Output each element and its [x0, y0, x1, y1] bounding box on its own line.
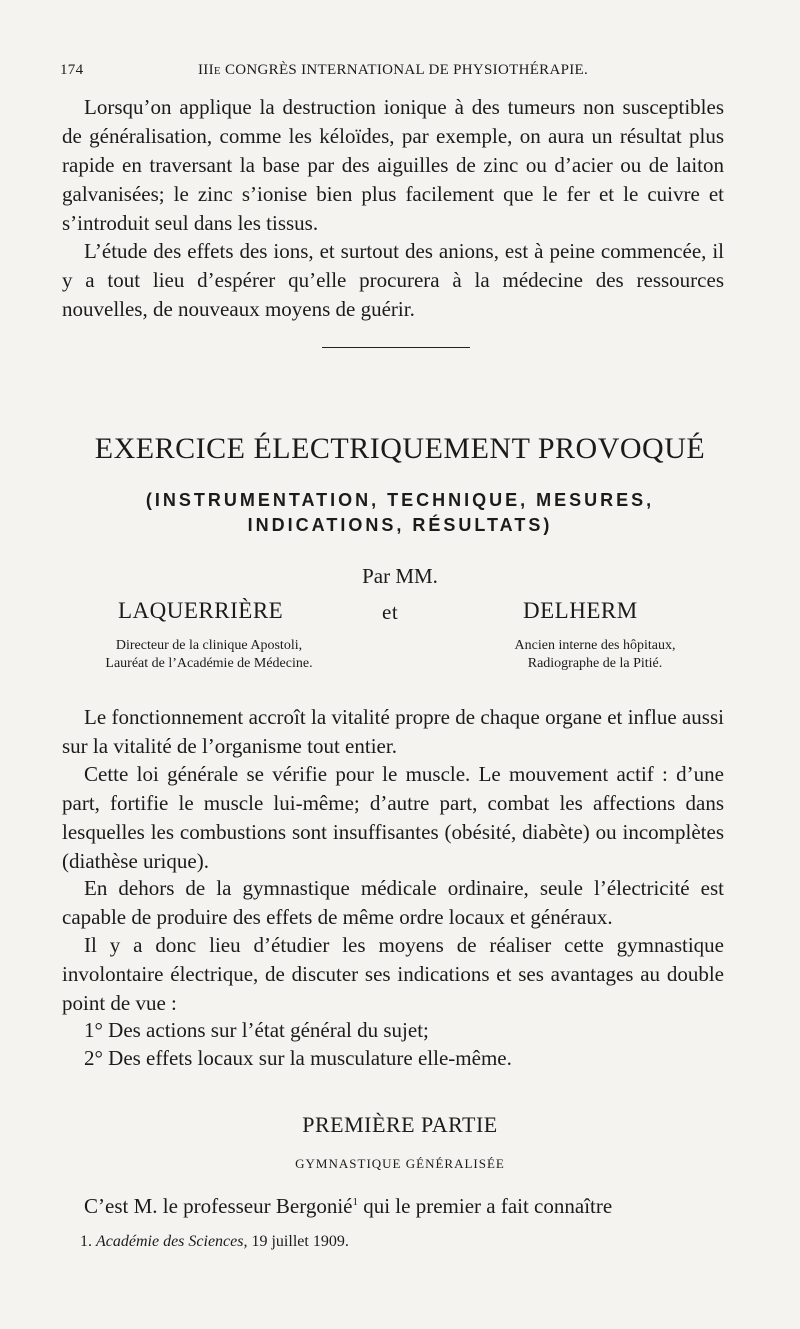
affiliation-2-line-1: Ancien interne des hôpitaux,: [514, 638, 676, 653]
article-subtitle-line-2: INDICATIONS, RÉSULTATS): [247, 515, 553, 535]
section-heading: PREMIÈRE PARTIE: [302, 1112, 498, 1137]
article-subtitle-line-1: (INSTRUMENTATION, TECHNIQUE, MESURES,: [145, 490, 655, 510]
footnote-number: 1.: [80, 1233, 92, 1250]
affiliation-1-line-1: Directeur de la clinique Apostoli,: [115, 638, 303, 653]
intro-paragraph-1: Lorsqu’on applique la destruction ionique à des tumeurs non susceptibles de généralisation, comme les kéloïdes, par exemple, on aura un résultat plus rapide en traversant la base par des aiguilles de zinc ou d’acier ou de laiton galvanisées; le zinc s’ionise bien plus facilement que le fer et le cuivre et s’introduit seul dans les tissus.: [62, 95, 724, 235]
section-text-after-note: qui le premier a fait connaître: [357, 1194, 613, 1218]
footnote: [80, 1233, 349, 1251]
affiliation-2-line-2: Radiographe de la Pitié.: [527, 656, 663, 671]
footnote-reference[interactable]: 1: [352, 1196, 358, 1208]
running-header: [60, 62, 730, 84]
affiliation-1-line-2: Lauréat de l’Académie de Médecine.: [105, 656, 313, 671]
section-subheading: GYMNASTIQUE GÉNÉRALISÉE: [295, 1156, 505, 1171]
body-paragraph-1: Le fonctionnement accroît la vitalité propre de chaque organe et influe aussi sur la vitalité de l’organisme tout entier.: [62, 705, 724, 758]
author-connector: et: [382, 600, 399, 624]
list-item-2: 2° Des effets locaux sur la musculature elle-même.: [84, 1046, 512, 1070]
footnote-date: 19 juillet 1909.: [247, 1233, 349, 1250]
running-title: IIIe CONGRÈS INTERNATIONAL DE PHYSIOTHÉRAPIE.: [198, 62, 589, 78]
body-paragraph-4: Il y a donc lieu d’étudier les moyens de réaliser cette gymnastique involontaire électrique, de discuter ses indications et ses avantages au double point de vue :: [62, 933, 724, 1015]
affiliation-delherm: [470, 637, 720, 673]
list-item-1: 1° Des actions sur l’état général du sujet;: [84, 1018, 429, 1042]
body-paragraph-2: Cette loi générale se vérifie pour le muscle. Le mouvement actif : d’une part, fortifie le muscle lui-même; d’autre part, combat les affections dans lesquelles les combustions sont insuffisantes (obésité, diabète) ou incomplètes (diathèse urique).: [62, 762, 724, 873]
page-number: 174: [60, 62, 84, 78]
section-text-before-note: C’est M. le professeur Bergonié: [84, 1194, 353, 1218]
affiliation-laquerriere: [74, 637, 344, 673]
article-title: EXERCICE ÉLECTRIQUEMENT PROVOQUÉ: [94, 432, 706, 465]
author-laquerriere: LAQUERRIÈRE: [118, 598, 284, 623]
footnote-source: Académie des Sciences,: [96, 1233, 248, 1250]
section-divider: [322, 347, 470, 348]
byline: Par MM.: [362, 564, 438, 588]
body-paragraph-3: En dehors de la gymnastique médicale ordinaire, seule l’électricité est capable de produire des effets de même ordre locaux et généraux.: [62, 876, 724, 929]
section-paragraph-1: [62, 1192, 724, 1221]
author-delherm: DELHERM: [523, 598, 638, 623]
intro-paragraph-2: L’étude des effets des ions, et surtout des anions, est à peine commencée, il y a tout lieu d’espérer qu’elle procurera à la médecine des ressources nouvelles, de nouveaux moyens de guérir.: [62, 239, 724, 321]
